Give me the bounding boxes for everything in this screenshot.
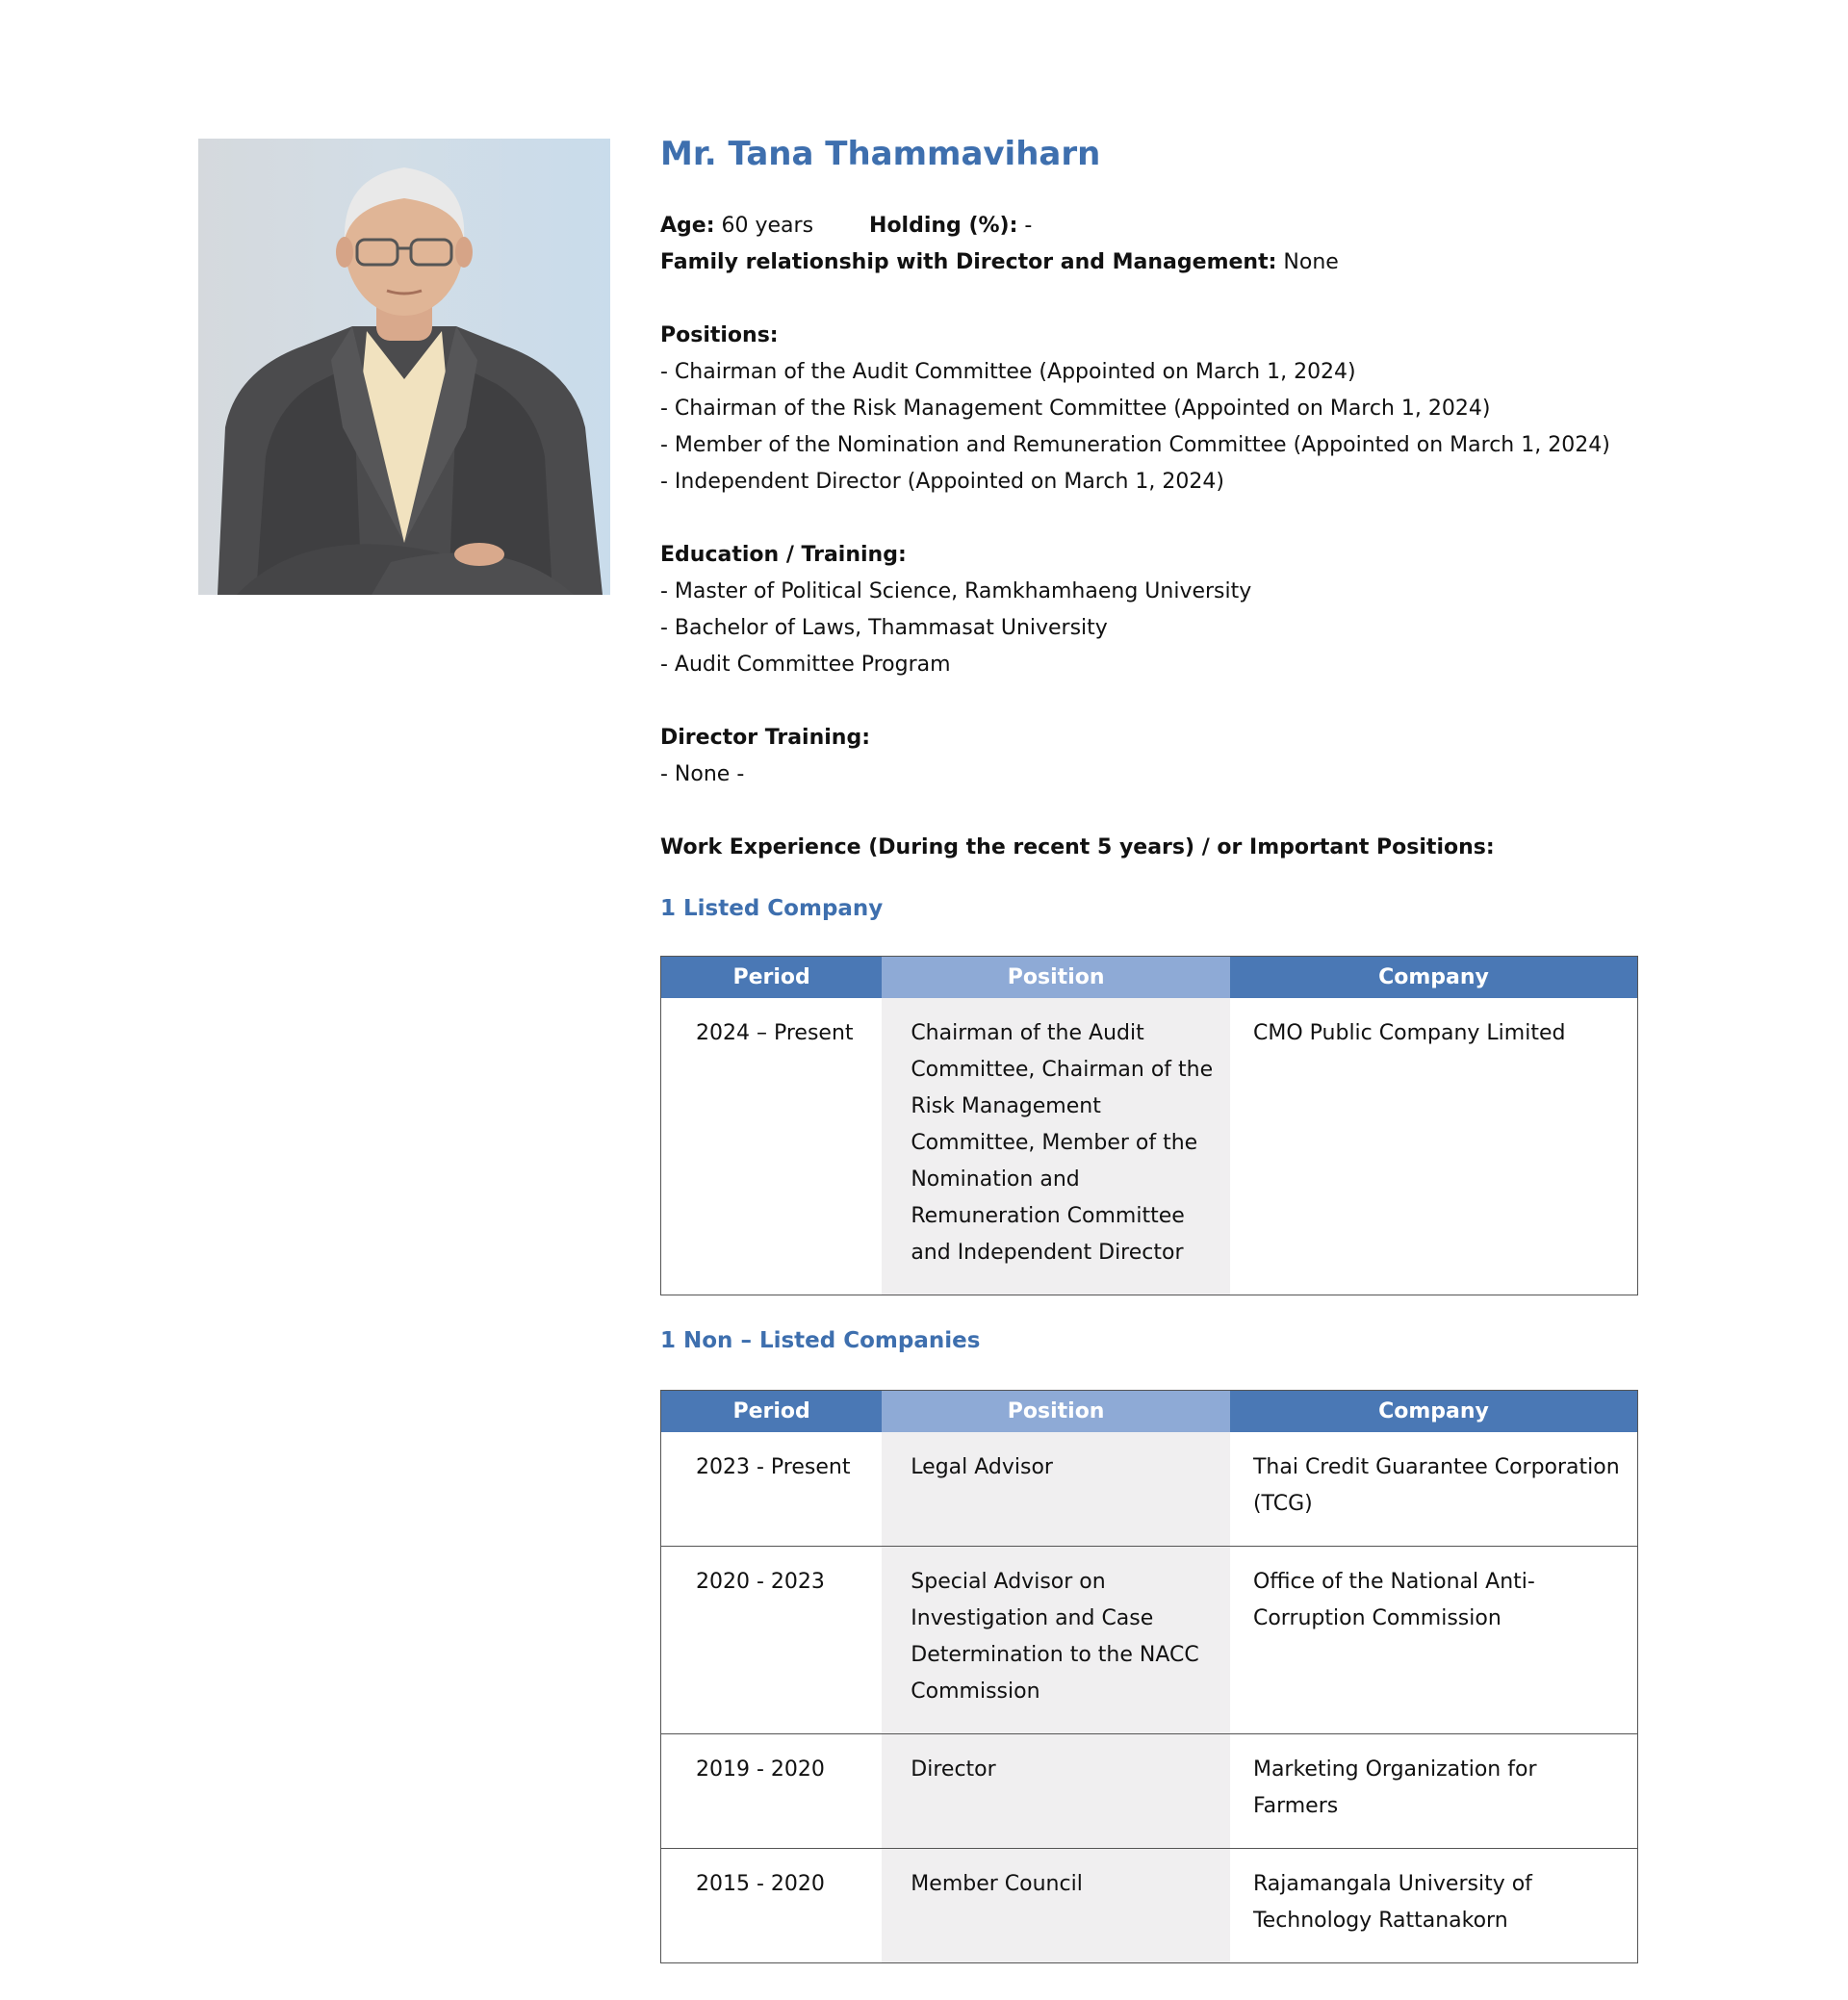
cell-position: Legal Advisor (882, 1432, 1230, 1547)
column-header-period: Period (661, 957, 883, 999)
positions-heading: Positions: (660, 323, 779, 347)
cell-period: 2023 - Present (696, 1455, 851, 1479)
cell-company: Office of the National Anti-Corruption Commission (1230, 1547, 1638, 1734)
portrait-photo (198, 139, 610, 595)
age-label: Age: (660, 214, 715, 238)
table-header-row (661, 1391, 1638, 1433)
family-label: Family relationship with Director and Management: (660, 250, 1277, 274)
table-row (661, 1849, 1638, 1963)
column-header-period: Period (661, 1391, 883, 1433)
director-training-heading: Director Training: (660, 726, 870, 750)
education-heading: Education / Training: (660, 543, 907, 567)
table-header-row (661, 957, 1638, 999)
table-row (661, 1547, 1638, 1734)
position-item: - Member of the Nomination and Remuneration Committee (Appointed on March 1, 2024) (660, 433, 1610, 457)
position-item: - Chairman of the Risk Management Committee (Appointed on March 1, 2024) (660, 397, 1491, 421)
cell-company: Rajamangala University of Technology Rattanakorn (1230, 1849, 1638, 1963)
cell-position: Director (882, 1734, 1230, 1849)
cell-company: Thai Credit Guarantee Corporation (TCG) (1252, 1455, 1620, 1516)
cell-position: Chairman of the Audit Committee, Chairman of the Risk Management Committee, Member of the Nomination and Remuneration Committee and Independent Director (882, 998, 1230, 1295)
table-row (661, 998, 1638, 1295)
family-line (660, 244, 1642, 281)
table-row (661, 1734, 1638, 1849)
cell-position: Member Council (882, 1849, 1230, 1963)
education-item: - Master of Political Science, Ramkhamhaeng University (660, 579, 1252, 603)
portrait-illustration (198, 139, 610, 595)
family-value: None (1283, 250, 1339, 274)
age-value: 60 years (721, 214, 814, 238)
listed-company-heading: 1 Listed Company (660, 896, 884, 921)
column-header-position: Position (882, 957, 1230, 999)
holding-label: Holding (%): (869, 214, 1018, 238)
column-header-company: Company (1230, 1391, 1638, 1433)
work-experience-heading: Work Experience (During the recent 5 years) / or Important Positions: (660, 835, 1495, 859)
column-header-position: Position (882, 1391, 1230, 1433)
listed-company-table (660, 956, 1638, 1295)
cell-period: 2024 – Present (696, 1021, 854, 1045)
director-training-item: - None - (660, 762, 745, 786)
position-item: - Chairman of the Audit Committee (Appointed on March 1, 2024) (660, 360, 1356, 384)
column-header-company: Company (1230, 957, 1638, 999)
cell-company: Marketing Organization for Farmers (1230, 1734, 1638, 1849)
table-row (661, 1432, 1638, 1547)
education-item: - Audit Committee Program (660, 653, 951, 677)
cell-period: 2020 - 2023 (661, 1547, 883, 1734)
cell-position: Special Advisor on Investigation and Case Determination to the NACC Commission (882, 1547, 1230, 1734)
person-name: Mr. Tana Thammaviharn (660, 135, 1101, 173)
non-listed-companies-table (660, 1390, 1638, 1963)
cell-company: CMO Public Company Limited (1253, 1021, 1566, 1045)
position-item: - Independent Director (Appointed on March 1, 2024) (660, 470, 1224, 494)
age-holding-line (660, 208, 1642, 244)
cell-period: 2019 - 2020 (661, 1734, 883, 1849)
profile-content (660, 133, 1642, 1963)
education-item: - Bachelor of Laws, Thammasat University (660, 616, 1108, 640)
holding-value: - (1024, 214, 1033, 238)
cell-period: 2015 - 2020 (661, 1849, 883, 1963)
non-listed-companies-heading: 1 Non – Listed Companies (660, 1328, 981, 1353)
